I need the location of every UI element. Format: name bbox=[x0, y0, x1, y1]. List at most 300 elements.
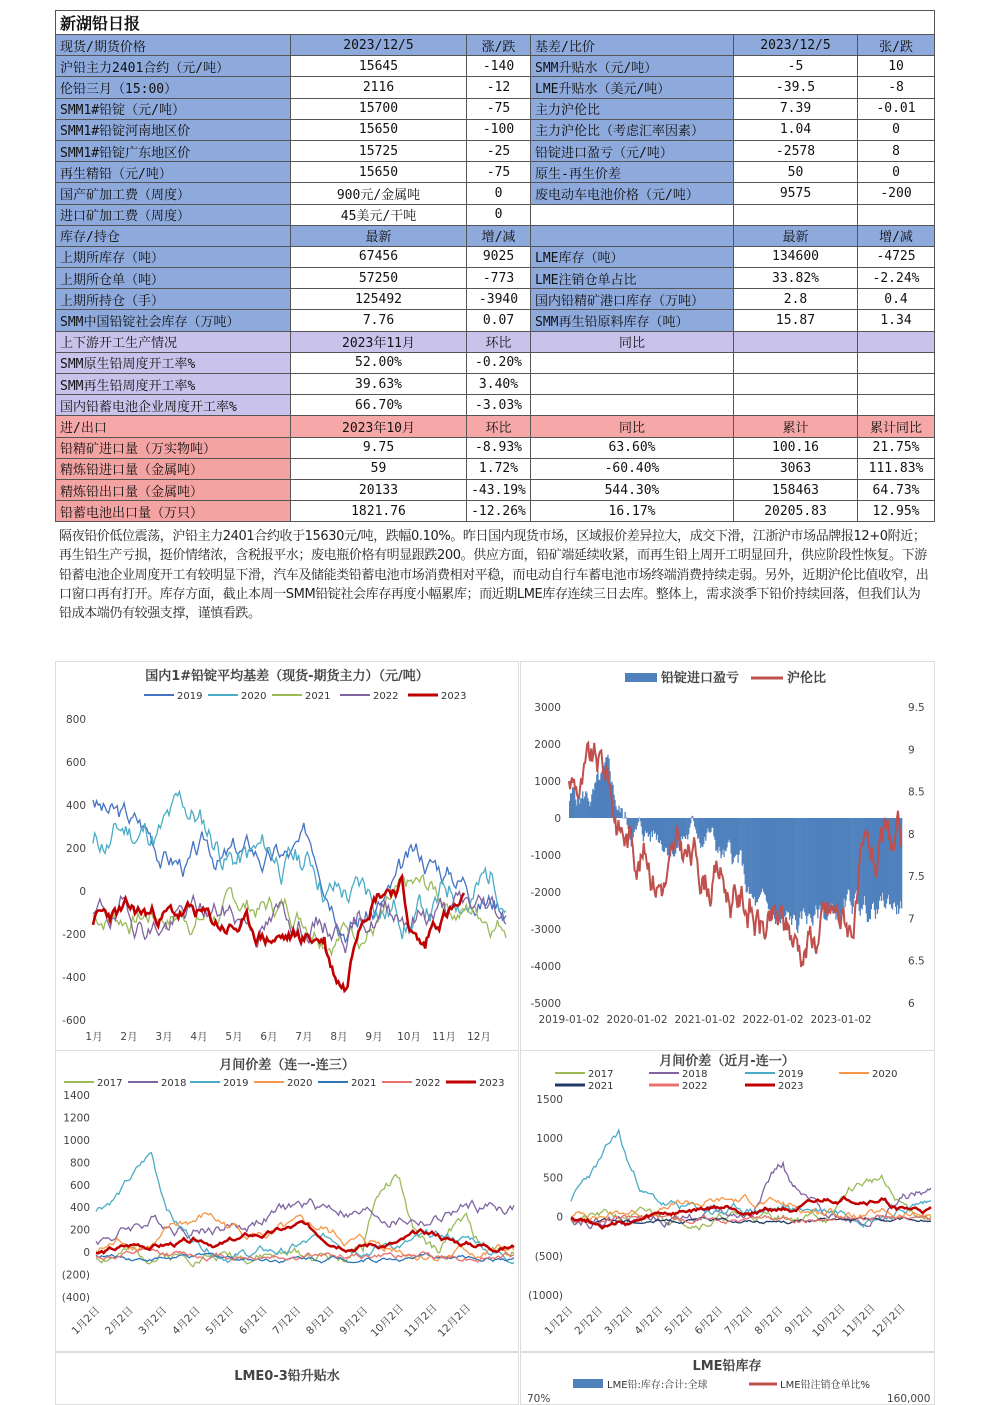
table-cell bbox=[858, 352, 935, 373]
table-cell: 59 bbox=[291, 458, 467, 479]
table-cell: 7.76 bbox=[291, 310, 467, 331]
legend-label: 铅锭进口盈亏 bbox=[661, 670, 739, 686]
table-cell: 39.63% bbox=[291, 374, 467, 395]
header-cell: 库存/持仓 bbox=[56, 225, 291, 246]
profit-bar bbox=[690, 818, 691, 823]
table-cell: 66.70% bbox=[291, 395, 467, 416]
y-right-tick-label: 8.5 bbox=[908, 787, 925, 799]
table-cell: -140 bbox=[467, 56, 531, 77]
y-tick-label: 1500 bbox=[536, 1094, 563, 1106]
legend-label: 2019 bbox=[177, 691, 202, 702]
table-cell: 45美元/干吨 bbox=[291, 204, 467, 225]
x-tick-label: 3月2日 bbox=[136, 1304, 169, 1337]
header-cell: 增/减 bbox=[467, 225, 531, 246]
table-cell: -200 bbox=[858, 183, 935, 204]
table-cell: -12 bbox=[467, 77, 531, 98]
table-cell: 9575 bbox=[734, 183, 858, 204]
row-label bbox=[531, 204, 734, 225]
y-tick-label: -400 bbox=[62, 972, 86, 984]
x-tick-label: 4月2日 bbox=[170, 1304, 203, 1337]
y-right-tick-label: 7.5 bbox=[908, 871, 925, 883]
legend-label: 2023 bbox=[479, 1078, 504, 1089]
table-cell: -75 bbox=[467, 162, 531, 183]
header-cell: 2023/12/5 bbox=[734, 35, 858, 56]
table-cell: -60.40% bbox=[531, 458, 734, 479]
x-tick-label: 2023-01-02 bbox=[810, 1014, 871, 1026]
spread-near-1-chart bbox=[521, 1051, 934, 1351]
table-cell: -8.93% bbox=[467, 437, 531, 458]
series-line-2022 bbox=[96, 1248, 514, 1262]
table-row bbox=[56, 225, 935, 246]
header-cell: 基差/比价 bbox=[531, 35, 734, 56]
table-cell: -43.19% bbox=[467, 479, 531, 500]
y-tick-label: (200) bbox=[62, 1270, 90, 1282]
table-cell: 20133 bbox=[291, 479, 467, 500]
table-cell: 2.8 bbox=[734, 289, 858, 310]
table-row bbox=[56, 458, 935, 479]
table-cell bbox=[858, 204, 935, 225]
header-cell: 进/出口 bbox=[56, 416, 291, 437]
series-line-2021 bbox=[96, 1253, 514, 1263]
row-label: 国内铅蓄电池企业周度开工率% bbox=[56, 395, 291, 416]
import-profit-ratio-chart bbox=[521, 662, 934, 1050]
legend-label: LME铅:库存:合计:全球 bbox=[607, 1378, 708, 1391]
x-tick-label: 2月 bbox=[120, 1031, 137, 1043]
header-cell: 涨/跌 bbox=[467, 35, 531, 56]
table-cell bbox=[858, 374, 935, 395]
table-cell: 15.87 bbox=[734, 310, 858, 331]
table-cell: 67456 bbox=[291, 246, 467, 267]
table-cell: 0 bbox=[467, 183, 531, 204]
row-label: 进口矿加工费（周度） bbox=[56, 204, 291, 225]
y-left-tick-label: 1000 bbox=[534, 776, 561, 788]
table-cell bbox=[858, 395, 935, 416]
table-cell: 50 bbox=[734, 162, 858, 183]
table-cell: 64.73% bbox=[858, 479, 935, 500]
table-cell: 9025 bbox=[467, 246, 531, 267]
header-cell: 同比 bbox=[531, 331, 734, 352]
x-tick-label: 11月2日 bbox=[840, 1302, 878, 1340]
table-row bbox=[56, 77, 935, 98]
table-row bbox=[56, 310, 935, 331]
table-cell: 15700 bbox=[291, 98, 467, 119]
table-cell: 134600 bbox=[734, 246, 858, 267]
table-cell bbox=[531, 395, 734, 416]
x-tick-label: 3月 bbox=[155, 1031, 172, 1043]
header-cell: 累计同比 bbox=[858, 416, 935, 437]
basis-chart bbox=[56, 662, 518, 1050]
y-tick-label: 800 bbox=[70, 1157, 90, 1169]
row-label: 上期所持仓（手） bbox=[56, 289, 291, 310]
legend-label: 2021 bbox=[305, 691, 330, 702]
x-tick-label: 10月 bbox=[397, 1031, 421, 1043]
legend-label: 2023 bbox=[441, 691, 466, 702]
table-cell bbox=[734, 374, 858, 395]
legend-label: 2018 bbox=[161, 1078, 186, 1089]
legend-swatch bbox=[573, 1379, 603, 1388]
series-line-2020 bbox=[96, 1213, 514, 1261]
table-cell: 12.95% bbox=[858, 501, 935, 522]
header-cell: 2023/12/5 bbox=[291, 35, 467, 56]
x-tick-label: 2022-01-02 bbox=[742, 1014, 803, 1026]
table-cell: -4725 bbox=[858, 246, 935, 267]
table-cell: -75 bbox=[467, 98, 531, 119]
table-row bbox=[56, 331, 935, 352]
table-cell: 10 bbox=[858, 56, 935, 77]
row-label: SMM1#铅锭（元/吨） bbox=[56, 98, 291, 119]
lme-spread-chart-panel bbox=[55, 1352, 519, 1405]
legend-label: 2017 bbox=[588, 1069, 613, 1080]
header-cell: 2023年11月 bbox=[291, 331, 467, 352]
x-tick-label: 5月 bbox=[225, 1031, 242, 1043]
table-cell: -2578 bbox=[734, 140, 858, 161]
legend-label: 2019 bbox=[778, 1069, 803, 1080]
row-label: 铅锭进口盈亏（元/吨） bbox=[531, 140, 734, 161]
y-tick-label: 1000 bbox=[63, 1135, 90, 1147]
x-tick-label: 2月2日 bbox=[572, 1304, 605, 1337]
y-tick-label: 500 bbox=[543, 1172, 563, 1184]
row-label: 废电动车电池价格（元/吨） bbox=[531, 183, 734, 204]
row-label: 伦铅三月（15:00） bbox=[56, 77, 291, 98]
y-left-tick-label: 0 bbox=[554, 813, 561, 825]
table-cell: 63.60% bbox=[531, 437, 734, 458]
table-row bbox=[56, 56, 935, 77]
table-cell: -0.20% bbox=[467, 352, 531, 373]
x-tick-label: 8月2日 bbox=[304, 1304, 337, 1337]
x-tick-label: 7月 bbox=[295, 1031, 312, 1043]
legend-label: 2022 bbox=[682, 1081, 707, 1092]
header-cell: 现货/期货价格 bbox=[56, 35, 291, 56]
table-cell: 100.16 bbox=[734, 437, 858, 458]
header-cell: 最新 bbox=[291, 225, 467, 246]
table-cell: 52.00% bbox=[291, 352, 467, 373]
profit-bar bbox=[624, 818, 625, 819]
lme-stock-chart-panel bbox=[520, 1352, 935, 1405]
row-label: 再生精铅（元/吨） bbox=[56, 162, 291, 183]
legend-label: 2020 bbox=[287, 1078, 312, 1089]
legend-label: 2017 bbox=[97, 1078, 122, 1089]
spread-1-3-chart bbox=[56, 1051, 518, 1351]
legend-label: 2021 bbox=[588, 1081, 613, 1092]
table-cell bbox=[734, 352, 858, 373]
table-cell bbox=[531, 352, 734, 373]
x-tick-label: 9月 bbox=[365, 1031, 382, 1043]
chart-title: 月间价差（连一-连三） bbox=[219, 1057, 354, 1073]
y-right-tick-label: 160,000 bbox=[887, 1393, 930, 1404]
row-label: 主力沪伦比（考虑汇率因素） bbox=[531, 119, 734, 140]
table-row bbox=[56, 437, 935, 458]
table-row bbox=[56, 183, 935, 204]
table-cell: -8 bbox=[858, 77, 935, 98]
table-row bbox=[56, 416, 935, 437]
x-tick-label: 6月2日 bbox=[237, 1304, 270, 1337]
legend-label: 沪伦比 bbox=[787, 670, 826, 686]
table-cell: 3.40% bbox=[467, 374, 531, 395]
header-cell: 上下游开工生产情况 bbox=[56, 331, 291, 352]
profit-bar bbox=[901, 818, 902, 908]
table-cell: 1.04 bbox=[734, 119, 858, 140]
x-tick-label: 10月2日 bbox=[810, 1302, 848, 1340]
table-row bbox=[56, 35, 935, 56]
x-tick-label: 2019-01-02 bbox=[538, 1014, 599, 1026]
table-cell: 57250 bbox=[291, 268, 467, 289]
row-label: LME升贴水（美元/吨） bbox=[531, 77, 734, 98]
x-tick-label: 12月2日 bbox=[436, 1302, 474, 1340]
chart-title: LME0-3铅升贴水 bbox=[234, 1368, 340, 1384]
y-right-tick-label: 6 bbox=[908, 998, 915, 1010]
header-cell: 最新 bbox=[734, 225, 858, 246]
table-row bbox=[56, 289, 935, 310]
table-cell bbox=[858, 331, 935, 352]
y-left-tick-label: -5000 bbox=[530, 998, 561, 1010]
table-cell: 1821.76 bbox=[291, 501, 467, 522]
x-tick-label: 11月2日 bbox=[402, 1302, 440, 1340]
y-tick-label: 0 bbox=[556, 1212, 563, 1224]
legend-label: 2020 bbox=[241, 691, 266, 702]
y-left-tick-label: 3000 bbox=[534, 702, 561, 714]
y-tick-label: 200 bbox=[66, 843, 86, 855]
x-tick-label: 3月2日 bbox=[602, 1304, 635, 1337]
profit-bar bbox=[626, 817, 627, 818]
table-cell: 0.07 bbox=[467, 310, 531, 331]
row-label: SMM1#铅锭河南地区价 bbox=[56, 119, 291, 140]
x-tick-label: 2021-01-02 bbox=[674, 1014, 735, 1026]
profit-bar bbox=[625, 812, 626, 818]
chart-title: LME铅库存 bbox=[692, 1358, 761, 1374]
table-cell: 900元/金属吨 bbox=[291, 183, 467, 204]
header-cell: 环比 bbox=[467, 331, 531, 352]
legend-label: 2019 bbox=[223, 1078, 248, 1089]
table-cell: 1.34 bbox=[858, 310, 935, 331]
table-cell bbox=[531, 374, 734, 395]
table-row bbox=[56, 11, 935, 35]
table-cell: 125492 bbox=[291, 289, 467, 310]
profit-bar bbox=[639, 818, 640, 819]
y-left-tick-label: -3000 bbox=[530, 924, 561, 936]
row-label: 国内铅精矿港口库存（万吨） bbox=[531, 289, 734, 310]
table-cell: -3940 bbox=[467, 289, 531, 310]
legend-label: 2020 bbox=[872, 1069, 897, 1080]
table-cell: -773 bbox=[467, 268, 531, 289]
table-cell: -0.01 bbox=[858, 98, 935, 119]
x-tick-label: 9月2日 bbox=[782, 1304, 815, 1337]
x-tick-label: 12月2日 bbox=[870, 1302, 908, 1340]
y-right-tick-label: 8 bbox=[908, 829, 915, 841]
legend-label: 2023 bbox=[778, 1081, 803, 1092]
x-tick-label: 1月2日 bbox=[69, 1304, 102, 1337]
series-line-2023 bbox=[96, 1221, 514, 1253]
x-tick-label: 5月2日 bbox=[203, 1304, 236, 1337]
x-tick-label: 7月2日 bbox=[722, 1304, 755, 1337]
table-cell bbox=[734, 395, 858, 416]
x-tick-label: 8月 bbox=[330, 1031, 347, 1043]
y-tick-label: 200 bbox=[70, 1225, 90, 1237]
x-tick-label: 5月2日 bbox=[662, 1304, 695, 1337]
y-tick-label: 600 bbox=[70, 1180, 90, 1192]
y-left-tick-label: -1000 bbox=[530, 850, 561, 862]
table-cell: -2.24% bbox=[858, 268, 935, 289]
table-row bbox=[56, 162, 935, 183]
table-row bbox=[56, 395, 935, 416]
legend-swatch bbox=[625, 673, 657, 682]
row-label: LME库存（吨） bbox=[531, 246, 734, 267]
table-row bbox=[56, 246, 935, 267]
table-cell: 0 bbox=[858, 162, 935, 183]
x-tick-label: 4月 bbox=[190, 1031, 207, 1043]
y-tick-label: 0 bbox=[83, 1247, 90, 1259]
x-tick-label: 7月2日 bbox=[270, 1304, 303, 1337]
spread01-chart-panel bbox=[520, 1050, 935, 1352]
table-cell: -3.03% bbox=[467, 395, 531, 416]
profit-bar bbox=[622, 808, 623, 818]
y-left-tick-label: 70% bbox=[527, 1393, 550, 1404]
row-label: 沪铅主力2401合约（元/吨） bbox=[56, 56, 291, 77]
main-data-table bbox=[55, 10, 935, 522]
row-label: 原生-再生价差 bbox=[531, 162, 734, 183]
table-cell: 21.75% bbox=[858, 437, 935, 458]
row-label: SMM再生铅原料库存（吨） bbox=[531, 310, 734, 331]
table-row bbox=[56, 352, 935, 373]
lme-stock-chart bbox=[521, 1353, 934, 1404]
table-cell: -12.26% bbox=[467, 501, 531, 522]
import-ratio-chart-panel bbox=[520, 661, 935, 1051]
basis-chart-panel bbox=[55, 661, 519, 1051]
header-cell: 环比 bbox=[467, 416, 531, 437]
table-row bbox=[56, 140, 935, 161]
y-tick-label: 400 bbox=[66, 800, 86, 812]
x-tick-label: 1月 bbox=[85, 1031, 102, 1043]
table-cell: 0 bbox=[467, 204, 531, 225]
row-label: SMM升贴水（元/吨） bbox=[531, 56, 734, 77]
market-commentary: 隔夜铅价低位震荡，沪铅主力2401合约收于15630元/吨，跌幅0.10%。昨日国内现货市场，区域报价差异拉大，成交下滑，江浙沪市场品牌报12+0附近；再生铅生产亏损，挺价情绪浓，含税报平水；废电瓶价格有明显跟跌200。供应方面，铅矿端延续收紧，而再生铅上周开工明显回升，供应阶段性恢复。下游铅蓄电池企业周度开工有较明显下滑，汽车及储能类铅蓄电池市场消费相对平稳，而电动自行车蓄电池市场终端消费持续走弱。另外，近期沪伦比值收窄，出口窗口再有打开。库存方面，截止本周一SMM铅锭社会库存再度小幅累库；而近期LME库存连续三日去库。整体上，需求淡季下铅价持续回落，但我们认为铅成本端仍有较强支撑，谨慎看跌。 bbox=[55, 523, 933, 627]
x-tick-label: 6月 bbox=[260, 1031, 277, 1043]
legend-label: 2022 bbox=[415, 1078, 440, 1089]
header-cell: 同比 bbox=[531, 416, 734, 437]
table-row bbox=[56, 479, 935, 500]
y-left-tick-label: 2000 bbox=[534, 739, 561, 751]
table-row bbox=[56, 204, 935, 225]
y-tick-label: 1200 bbox=[63, 1112, 90, 1124]
legend-label: 2018 bbox=[682, 1069, 707, 1080]
y-right-tick-label: 7 bbox=[908, 913, 915, 925]
header-cell bbox=[531, 225, 734, 246]
chart-title: 月间价差（近月-连一） bbox=[659, 1053, 794, 1069]
legend-label: 2022 bbox=[373, 691, 398, 702]
table-cell: 544.30% bbox=[531, 479, 734, 500]
table-cell: 1.72% bbox=[467, 458, 531, 479]
table-cell: -25 bbox=[467, 140, 531, 161]
y-tick-label: (1000) bbox=[528, 1290, 563, 1302]
row-label: SMM再生铅周度开工率% bbox=[56, 374, 291, 395]
table-cell: -5 bbox=[734, 56, 858, 77]
report-title: 新湖铅日报 bbox=[56, 11, 935, 35]
chart-title: 国内1#铅锭平均基差（现货-期货主力）（元/吨） bbox=[145, 668, 429, 684]
table-cell: 158463 bbox=[734, 479, 858, 500]
table-cell: 8 bbox=[858, 140, 935, 161]
table-cell: 15645 bbox=[291, 56, 467, 77]
y-tick-label: 600 bbox=[66, 757, 86, 769]
x-tick-label: 1月2日 bbox=[542, 1304, 575, 1337]
table-cell: 2116 bbox=[291, 77, 467, 98]
table-row bbox=[56, 119, 935, 140]
x-tick-label: 8月2日 bbox=[752, 1304, 785, 1337]
y-right-tick-label: 6.5 bbox=[908, 956, 925, 968]
row-label: 铅精矿进口量（万实物吨） bbox=[56, 437, 291, 458]
y-tick-label: (400) bbox=[62, 1292, 90, 1304]
y-left-tick-label: -2000 bbox=[530, 887, 561, 899]
legend-label: 2021 bbox=[351, 1078, 376, 1089]
table-cell: 33.82% bbox=[734, 268, 858, 289]
row-label: 上期所库存（吨） bbox=[56, 246, 291, 267]
table-cell: 0.4 bbox=[858, 289, 935, 310]
table-cell: 16.17% bbox=[531, 501, 734, 522]
row-label: SMM原生铅周度开工率% bbox=[56, 352, 291, 373]
x-tick-label: 10月2日 bbox=[369, 1302, 407, 1340]
x-tick-label: 2月2日 bbox=[103, 1304, 136, 1337]
row-label: SMM中国铅锭社会库存（万吨） bbox=[56, 310, 291, 331]
table-cell: 7.39 bbox=[734, 98, 858, 119]
table-row bbox=[56, 501, 935, 522]
spread13-chart-panel bbox=[55, 1050, 519, 1352]
row-label: 精炼铅出口量（金属吨） bbox=[56, 479, 291, 500]
table-cell: 9.75 bbox=[291, 437, 467, 458]
row-label: 国产矿加工费（周度） bbox=[56, 183, 291, 204]
x-tick-label: 12月 bbox=[467, 1031, 491, 1043]
header-cell: 张/跌 bbox=[858, 35, 935, 56]
x-tick-label: 6月2日 bbox=[692, 1304, 725, 1337]
table-cell bbox=[734, 204, 858, 225]
profit-bar bbox=[692, 816, 693, 818]
x-tick-label: 2020-01-02 bbox=[606, 1014, 667, 1026]
series-line-2023 bbox=[571, 1197, 931, 1228]
row-label: 铅蓄电池出口量（万只） bbox=[56, 501, 291, 522]
table-cell: -39.5 bbox=[734, 77, 858, 98]
legend-label: LME铅注销仓单比% bbox=[780, 1378, 870, 1391]
table-row bbox=[56, 98, 935, 119]
row-label: LME注销仓单占比 bbox=[531, 268, 734, 289]
y-tick-label: -600 bbox=[62, 1015, 86, 1027]
y-right-tick-label: 9.5 bbox=[908, 702, 925, 714]
x-tick-label: 11月 bbox=[432, 1031, 456, 1043]
table-cell: 20205.83 bbox=[734, 501, 858, 522]
x-tick-label: 9月2日 bbox=[337, 1304, 370, 1337]
header-cell: 增/减 bbox=[858, 225, 935, 246]
y-tick-label: 1000 bbox=[536, 1133, 563, 1145]
table-cell: 0 bbox=[858, 119, 935, 140]
y-tick-label: (500) bbox=[535, 1251, 563, 1263]
header-cell: 2023年10月 bbox=[291, 416, 467, 437]
row-label: 精炼铅进口量（金属吨） bbox=[56, 458, 291, 479]
row-label: SMM1#铅锭广东地区价 bbox=[56, 140, 291, 161]
table-cell: -100 bbox=[467, 119, 531, 140]
table-cell: 15650 bbox=[291, 119, 467, 140]
table-cell: 15650 bbox=[291, 162, 467, 183]
table-row bbox=[56, 374, 935, 395]
table-cell: 3063 bbox=[734, 458, 858, 479]
report-table-container bbox=[55, 10, 934, 522]
y-tick-label: 0 bbox=[79, 886, 86, 898]
x-tick-label: 4月2日 bbox=[632, 1304, 665, 1337]
y-tick-label: 400 bbox=[70, 1202, 90, 1214]
lme-spread-chart bbox=[56, 1353, 518, 1404]
table-row bbox=[56, 268, 935, 289]
table-cell bbox=[734, 331, 858, 352]
y-tick-label: 1400 bbox=[63, 1090, 90, 1102]
y-right-tick-label: 9 bbox=[908, 744, 915, 756]
row-label: 主力沪伦比 bbox=[531, 98, 734, 119]
profit-bar bbox=[638, 818, 639, 822]
y-tick-label: -200 bbox=[62, 929, 86, 941]
